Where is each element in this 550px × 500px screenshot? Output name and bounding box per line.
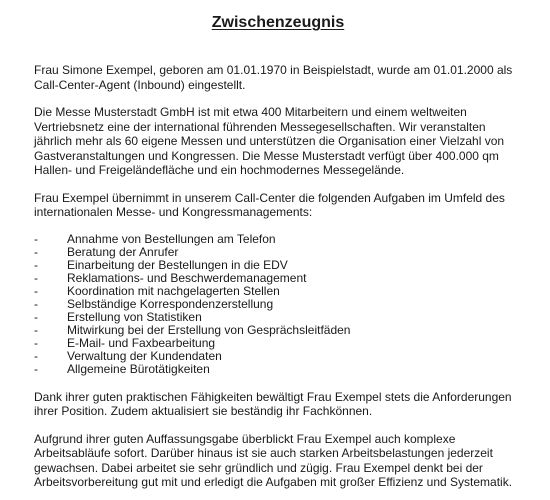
document-title: Zwischenzeugnis (211, 14, 345, 31)
bullet-dash: - (34, 323, 38, 338)
task-text: Allgemeine Bürotätigkeiten (67, 362, 210, 377)
task-list (34, 233, 522, 377)
bullet-dash: - (34, 310, 38, 325)
intro-paragraph-tasks-lead: Frau Exempel übernimmt in unserem Call-Center die folgenden Aufgaben im Umfeld des internationalen Messe- und Kongressmanagements: (34, 190, 505, 219)
bullet-dash: - (34, 257, 38, 272)
task-text: Verwaltung der Kundendaten (67, 349, 222, 364)
task-text: Reklamations- und Beschwerdemanagement (67, 270, 307, 285)
bullet-dash: - (34, 296, 38, 311)
intro-paragraph-employee: Frau Simone Exempel, geboren am 01.01.1970 in Beispielstadt, wurde am 01.01.2000 als Call-Center-Agent (Inbound) eingestellt. (34, 63, 513, 92)
bullet-dash: - (34, 362, 38, 377)
task-text: Mitwirkung bei der Erstellung von Gesprächsleitfäden (67, 323, 351, 338)
task-text: E-Mail- und Faxbearbeitung (67, 336, 216, 351)
task-text: Annahme von Bestellungen am Telefon (67, 231, 276, 246)
bullet-dash: - (34, 231, 38, 246)
bullet-dash: - (34, 244, 38, 259)
bullet-dash: - (34, 349, 38, 364)
task-text: Erstellung von Statistiken (67, 310, 202, 325)
outro-paragraph-performance: Aufgrund ihrer guten Auffassungsgabe überblickt Frau Exempel auch komplexe Arbeitsabläufe sofort. Darüber hinaus ist sie auch starken Arbeitsbelastungen jederzeit gewachsen. Dabei arbeitet sie sehr gründlich und zügig. Frau Exempel denkt bei der Arbeitsvorbereitung gut mit und erledigt die Aufgaben mit großer Effizienz und Systematik. (34, 431, 513, 490)
intro-paragraph-company: Die Messe Musterstadt GmbH ist mit etwa 400 Mitarbeitern und einem weltweiten Vertriebsnetz eine der international führenden Messegesellschaften. Wir veranstalten jährlich mehr als 60 eigene Messen und unterstützen die Organisation einer Vielzahl von Gastveranstaltungen und Kongressen. Die Messe Musterstadt verfügt über 400.000 qm Hallen- und Freigeländefläche und ein hochmodernes Messegelände. (34, 105, 505, 177)
task-text: Beratung der Anrufer (67, 244, 179, 259)
outro-paragraph-skills: Dank ihrer guten praktischen Fähigkeiten bewältigt Frau Exempel stets die Anforderungen ihrer Position. Zudem aktualisiert sie beständig ihr Fachkönnen. (34, 389, 512, 419)
bullet-dash: - (34, 283, 38, 298)
bullet-dash: - (34, 336, 38, 351)
task-text: Einarbeitung der Bestellungen in die EDV (67, 257, 288, 272)
task-text: Selbständige Korrespondenzerstellung (67, 296, 274, 311)
list-item (34, 363, 522, 376)
bullet-dash: - (34, 270, 38, 285)
task-text: Koordination mit nachgelagerten Stellen (67, 283, 280, 298)
